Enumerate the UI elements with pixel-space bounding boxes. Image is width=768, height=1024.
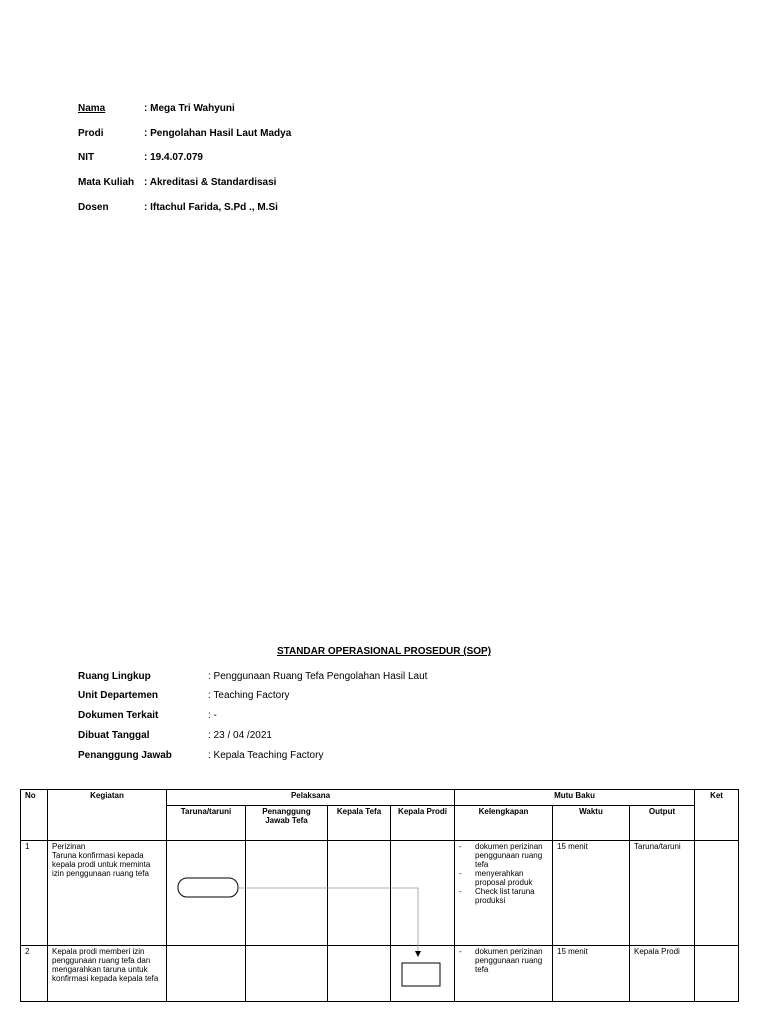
sop-value: : 23 / 04 /2021 [208, 730, 272, 741]
table-row [21, 946, 739, 1002]
info-label: Dosen [78, 202, 109, 213]
header-pelaksana: Pelaksana [167, 790, 455, 806]
row-output: Kepala Prodi [630, 946, 695, 1002]
header-waktu: Waktu [553, 806, 630, 841]
row-no: 1 [21, 841, 48, 946]
cell-kepala-prodi [391, 946, 455, 1002]
info-label: NIT [78, 152, 95, 163]
row-kelengkapan [455, 841, 553, 946]
list-item: - dokumen perizinan penggunaan ruang tefa [459, 842, 548, 869]
header-taruna: Taruna/taruni [167, 806, 246, 841]
list-item: - menyerahkan proposal produk [459, 869, 548, 887]
info-value: : Pengolahan Hasil Laut Madya [144, 128, 292, 139]
list-item: - dokumen perizinan penggunaan ruang tefa [459, 947, 548, 974]
header-kepala-prodi: Kepala Prodi [391, 806, 455, 841]
kegiatan-title: Perizinan [52, 842, 86, 851]
kegiatan-text: Taruna konfirmasi kepada kepala prodi untuk meminta izin penggunaan ruang tefa [52, 851, 151, 878]
header-kegiatan: Kegiatan [48, 790, 167, 841]
info-label: Mata Kuliah [78, 177, 135, 188]
list-item: - Check list taruna produksi [459, 887, 548, 905]
header-mutu-baku: Mutu Baku [455, 790, 695, 806]
kelengkapan-list [459, 842, 548, 905]
sop-label: Unit Departemen [78, 690, 159, 701]
info-value: : Iftachul Farida, S.Pd ., M.Si [144, 202, 278, 213]
cell-kepala-tefa [328, 946, 391, 1002]
header-kelengkapan: Kelengkapan [455, 806, 553, 841]
row-kegiatan [48, 946, 167, 1002]
sop-title: STANDAR OPERASIONAL PROSEDUR (SOP) [276, 646, 492, 657]
info-value: : 19.4.07.079 [144, 152, 203, 163]
row-kegiatan [48, 841, 167, 946]
cell-taruna [167, 946, 246, 1002]
sop-label: Penanggung Jawab [78, 750, 172, 761]
sop-label: Dibuat Tanggal [78, 730, 150, 741]
info-label: Prodi [78, 128, 104, 139]
sop-label: Dokumen Terkait [78, 710, 159, 721]
table-row [21, 841, 739, 946]
header-no: No [21, 790, 48, 841]
row-waktu: 15 menit [553, 841, 630, 946]
sop-label: Ruang Lingkup [78, 671, 151, 682]
info-value: : Akreditasi & Standardisasi [144, 177, 277, 188]
header-ket: Ket [695, 790, 739, 841]
sop-value: : Teaching Factory [208, 690, 290, 701]
info-label: Nama [78, 103, 106, 114]
table-header-row [21, 790, 739, 806]
kegiatan-text: Kepala prodi memberi izin penggunaan ruang tefa dan mengarahkan taruna untuk konfirmasi kepada kepala tefa [52, 947, 159, 983]
row-no: 2 [21, 946, 48, 1002]
cell-kepala-prodi [391, 841, 455, 946]
cell-pj-tefa [246, 946, 328, 1002]
cell-taruna [167, 841, 246, 946]
row-kelengkapan [455, 946, 553, 1002]
sop-value: : Kepala Teaching Factory [208, 750, 324, 761]
row-ket [695, 946, 739, 1002]
sop-table [20, 789, 739, 1002]
row-ket [695, 841, 739, 946]
header-kepala-tefa: Kepala Tefa [328, 806, 391, 841]
cell-kepala-tefa [328, 841, 391, 946]
sop-value: : - [208, 710, 217, 721]
header-output: Output [630, 806, 695, 841]
sop-value: : Penggunaan Ruang Tefa Pengolahan Hasil Laut [208, 671, 428, 682]
cell-pj-tefa [246, 841, 328, 946]
row-waktu: 15 menit [553, 946, 630, 1002]
kelengkapan-list [459, 947, 548, 974]
row-output: Taruna/taruni [630, 841, 695, 946]
info-value: : Mega Tri Wahyuni [144, 103, 235, 114]
header-pj-tefa: Penanggung Jawab Tefa [246, 806, 328, 841]
